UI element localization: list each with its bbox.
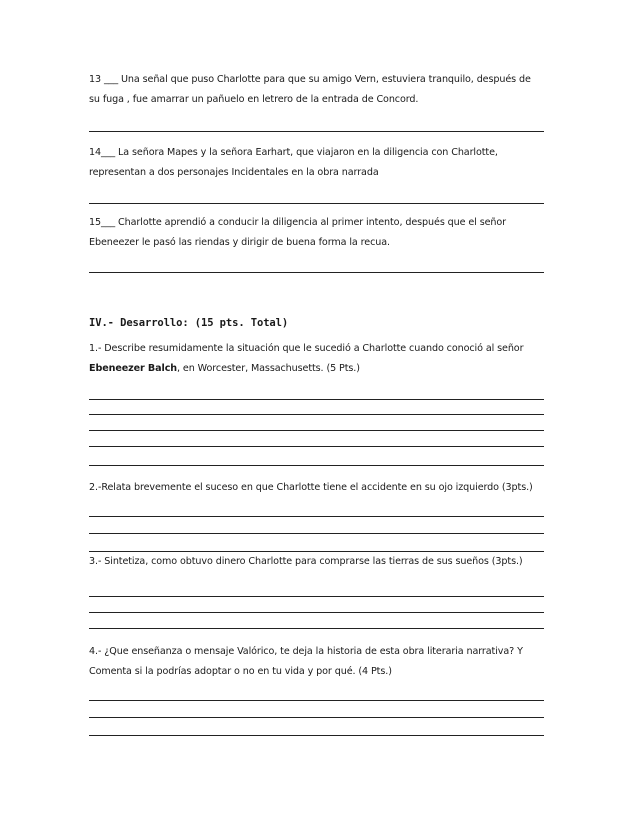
question-13-line-1: 13 ___ Una señal que puso Charlotte para que su amigo Vern, estuviera tranquilo, después de bbox=[89, 74, 531, 85]
development-question-3-line-1: 3.- Sintetiza, como obtuvo dinero Charlotte para comprarse las tierras de sus sueños (3pts.) bbox=[89, 556, 523, 567]
section-iv-title: IV.- Desarrollo: (15 pts. Total) bbox=[89, 317, 289, 329]
answer-line-4b[interactable] bbox=[89, 717, 544, 718]
answer-line-1b[interactable] bbox=[89, 414, 544, 415]
answer-line-15[interactable] bbox=[89, 272, 544, 273]
development-question-2-line-1: 2.-Relata brevemente el suceso en que Charlotte tiene el accidente en su ojo izquierdo (3pts.) bbox=[89, 482, 533, 493]
development-question-2 bbox=[89, 478, 549, 498]
answer-line-3b[interactable] bbox=[89, 612, 544, 613]
answer-line-1a[interactable] bbox=[89, 399, 544, 400]
question-14 bbox=[89, 143, 549, 183]
development-question-1 bbox=[89, 339, 549, 379]
answer-line-2b[interactable] bbox=[89, 533, 544, 534]
development-question-4-line-1: 4.- ¿Que enseñanza o mensaje Valórico, te deja la historia de esta obra literaria narrativa? Y bbox=[89, 646, 523, 657]
question-15-line-1: 15___ Charlotte aprendió a conducir la diligencia al primer intento, después que el señor bbox=[89, 217, 507, 228]
development-question-1-line-1: 1.- Describe resumidamente la situación que le sucedió a Charlotte cuando conoció al señor bbox=[89, 343, 524, 354]
section-heading bbox=[89, 313, 549, 333]
question-15-line-2: Ebeneezer le pasó las riendas y dirigir de buena forma la recua. bbox=[89, 237, 390, 248]
answer-line-1d[interactable] bbox=[89, 446, 544, 447]
answer-line-2a[interactable] bbox=[89, 516, 544, 517]
answer-line-4c[interactable] bbox=[89, 735, 544, 736]
question-13-line-2: su fuga , fue amarrar un pañuelo en letrero de la entrada de Concord. bbox=[89, 94, 419, 105]
answer-line-4a[interactable] bbox=[89, 700, 544, 701]
question-14-line-2: representan a dos personajes Incidentales en la obra narrada bbox=[89, 167, 379, 178]
development-question-4-line-2: Comenta si la podrías adoptar o no en tu vida y por qué. (4 Pts.) bbox=[89, 666, 392, 677]
answer-line-3c[interactable] bbox=[89, 628, 544, 629]
answer-line-1e[interactable] bbox=[89, 465, 544, 466]
development-question-4 bbox=[89, 642, 549, 682]
answer-line-14[interactable] bbox=[89, 203, 544, 204]
question-14-line-1: 14___ La señora Mapes y la señora Earhart, que viajaron en la diligencia con Charlotte, bbox=[89, 147, 498, 158]
question-15 bbox=[89, 213, 549, 253]
question-13 bbox=[89, 70, 549, 110]
answer-line-1c[interactable] bbox=[89, 430, 544, 431]
development-question-1-line-2-rest: , en Worcester, Massachusetts. (5 Pts.) bbox=[177, 363, 360, 374]
answer-line-13[interactable] bbox=[89, 131, 544, 132]
development-question-1-line-2 bbox=[89, 359, 549, 379]
answer-line-3a[interactable] bbox=[89, 596, 544, 597]
character-name: Ebeneezer Balch bbox=[89, 363, 178, 374]
development-question-3 bbox=[89, 552, 549, 572]
